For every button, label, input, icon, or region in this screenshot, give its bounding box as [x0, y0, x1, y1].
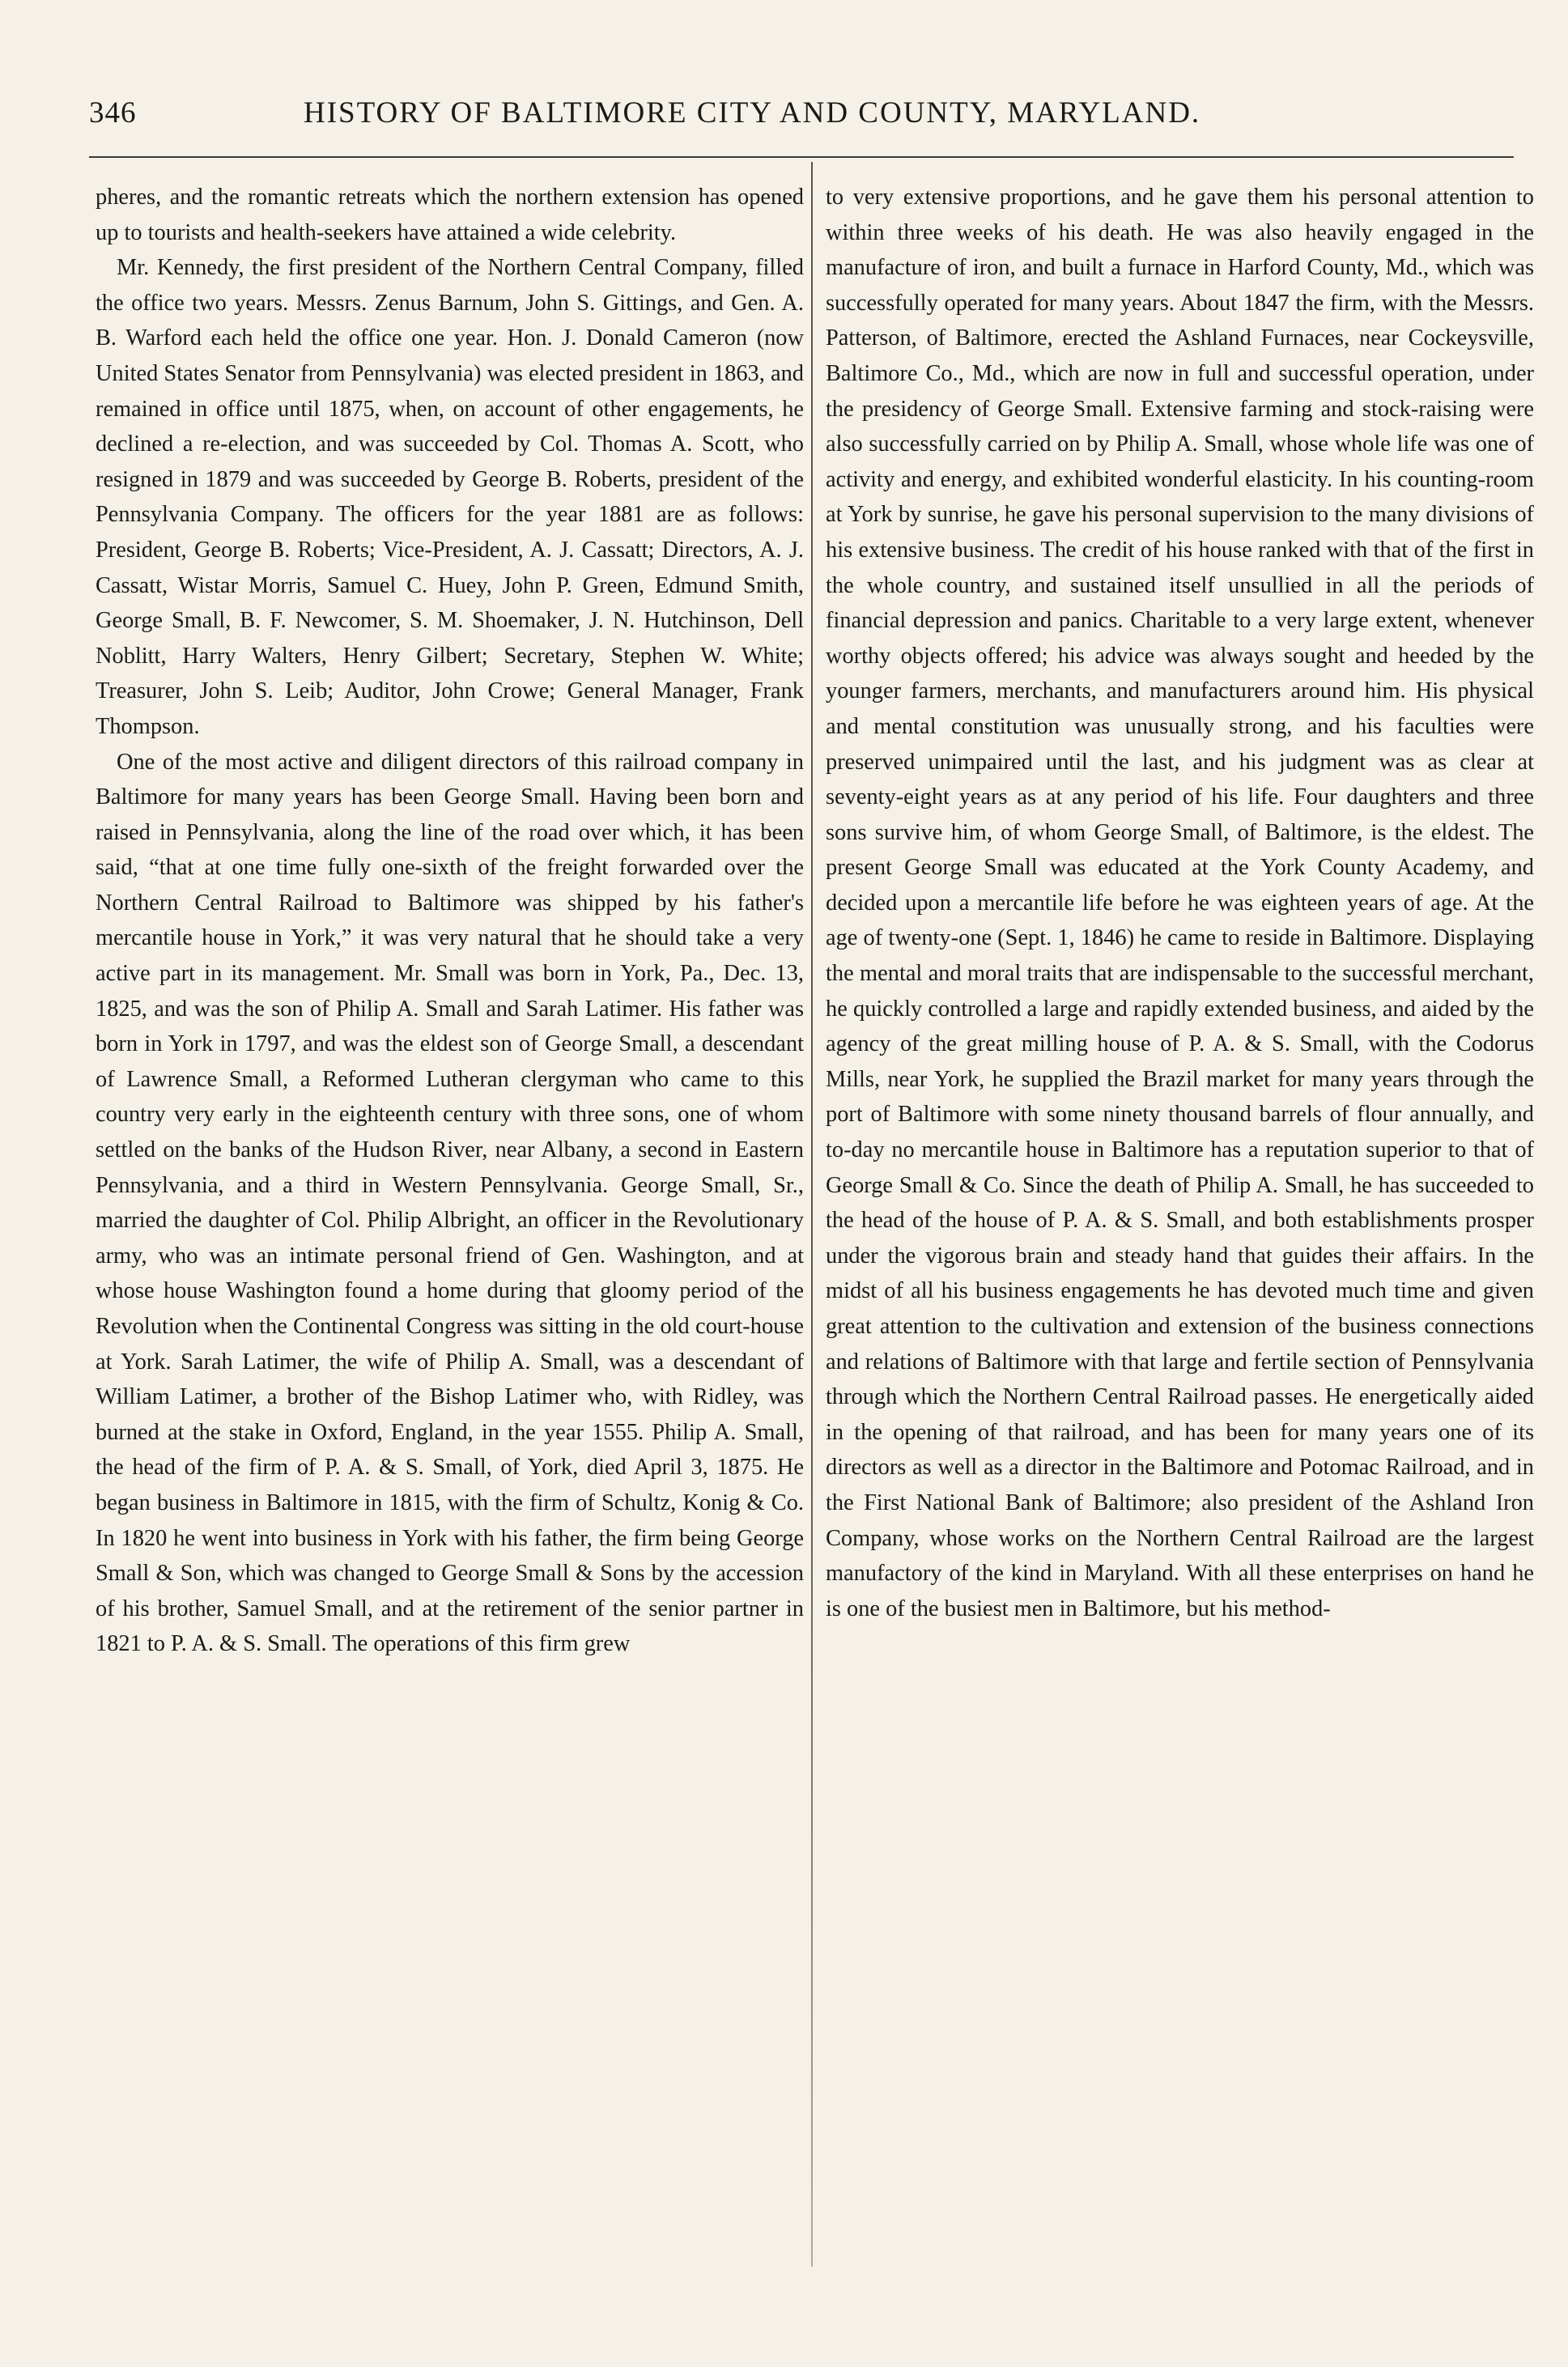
right-paragraph-1: to very extensive proportions, and he gave them his personal attention to within three weeks of his death. He was also heavily engaged in the manufacture of iron, and built a furnace in Harford County, Md., which was successfully operated for many years. About 1847 the firm, with the Messrs. Patterson, of Baltimore, erected the Ashland Furnaces, near Cockeysville, Baltimore Co., Md., which are now in full and successful operation, under the presidency of George Small. Extensive farming and stock-raising were also successfully carried on by Philip A. Small, whose whole life was one of activity and energy, and exhibited wonderful elasticity. In his counting-room at York by sunrise, he gave his personal supervision to the many divisions of his extensive business. The credit of his house ranked with that of the first in the whole country, and sustained itself unsullied in all the periods of financial depression and panics. Charitable to a very large extent, whenever worthy objects offered; his advice was always sought and heeded by the younger farmers, merchants, and manufacturers around him. His physical and mental constitution was unusually strong, and his faculties were preserved unimpaired until the last, and his judgment was as clear at seventy-eight years as at any period of his life. Four daughters and three sons survive him, of whom George Small, of Baltimore, is the eldest. The present George Small was educated at the York County Academy, and decided upon a mercantile life before he was eighteen years of age. At the age of twenty-one (Sept. 1, 1846) he came to reside in Baltimore. Displaying the mental and moral traits that are indispensable to the successful merchant, he quickly controlled a large and rapidly extended business, and aided by the agency of the great milling house of P. A. & S. Small, with the Codorus Mills, near York, he supplied the Brazil market for many years through the port of Baltimore with some ninety thousand barrels of flour annually, and to-day no mercantile house in Baltimore has a reputation superior to that of George Small & Co. Since the death of Philip A. Small, he has succeeded to the head of the house of P. A. & S. Small, and both establishments prosper under the vigorous brain and steady hand that guides their affairs. In the midst of all his business engagements he has devoted much time and given great attention to the cultivation and extension of the business connections and relations of Baltimore with that large and fertile section of Pennsylvania through which the Northern Central Railroad passes. He energetically aided in the opening of that railroad, and has been for many years one of its directors as well as a director in the Baltimore and Potomac Railroad, and in the First National Bank of Baltimore; also president of the Ashland Iron Company, whose works on the Northern Central Railroad are the largest manufactory of the kind in Maryland. With all these enterprises on hand he is one of the busiest men in Baltimore, but his method- [826, 185, 1534, 1621]
left-paragraph-1: pheres, and the romantic retreats which the northern extension has opened up to tourists and health-seekers have attained a wide celebrity. [96, 185, 804, 245]
running-title: HISTORY OF BALTIMORE CITY AND COUNTY, MARYLAND. [304, 96, 1201, 130]
column-divider [811, 162, 813, 2267]
left-paragraph-2: Mr. Kennedy, the first president of the Northern Central Company, filled the office two years. Messrs. Zenus Barnum, John S. Gittings, and Gen. A. B. Warford each held the office one year. Hon. J. Donald Cameron (now United States Senator from Pennsylvania) was elected president in 1863, and remained in office until 1875, when, on account of other engagements, he declined a re-election, and was succeeded by Col. Thomas A. Scott, who resigned in 1879 and was succeeded by George B. Roberts, president of the Pennsylvania Company. The officers for the year 1881 are as follows: President, George B. Roberts; Vice-President, A. J. Cassatt; Directors, A. J. Cassatt, Wistar Morris, Samuel C. Huey, John P. Green, Edmund Smith, George Small, B. F. Newcomer, S. M. Shoemaker, J. N. Hutchinson, Dell Noblitt, Harry Walters, Henry Gilbert; Secretary, Stephen W. White; Treasurer, John S. Leib; Auditor, John Crowe; General Manager, Frank Thompson. [96, 255, 804, 739]
header-rule [89, 156, 1514, 158]
page-number: 346 [89, 96, 137, 130]
right-column [826, 180, 1534, 1626]
left-column [96, 180, 804, 1662]
left-paragraph-3: One of the most active and diligent directors of this railroad company in Baltimore for many years has been George Small. Having been born and raised in Pennsylvania, along the line of the road over which, it has been said, “that at one time fully one-sixth of the freight forwarded over the Northern Central Railroad to Baltimore was shipped by his father's mercantile house in York,” it was very natural that he should take a very active part in its management. Mr. Small was born in York, Pa., Dec. 13, 1825, and was the son of Philip A. Small and Sarah Latimer. His father was born in York in 1797, and was the eldest son of George Small, a descendant of Lawrence Small, a Reformed Lutheran clergyman who came to this country very early in the eighteenth century with three sons, one of whom settled on the banks of the Hudson River, near Albany, a second in Eastern Pennsylvania, and a third in Western Pennsylvania. George Small, Sr., married the daughter of Col. Philip Albright, an officer in the Revolutionary army, who was an intimate personal friend of Gen. Washington, and at whose house Washington found a home during that gloomy period of the Revolution when the Continental Congress was sitting in the old court-house at York. Sarah Latimer, the wife of Philip A. Small, was a descendant of William Latimer, a brother of the Bishop Latimer who, with Ridley, was burned at the stake in Oxford, England, in the year 1555. Philip A. Small, the head of the firm of P. A. & S. Small, of York, died April 3, 1875. He began business in Baltimore in 1815, with the firm of Schultz, Konig & Co. In 1820 he went into business in York with his father, the firm being George Small & Son, which was changed to George Small & Sons by the accession of his brother, Samuel Small, and at the retirement of the senior partner in 1821 to P. A. & S. Small. The operations of this firm grew [96, 749, 804, 1657]
page-header [89, 96, 1481, 144]
